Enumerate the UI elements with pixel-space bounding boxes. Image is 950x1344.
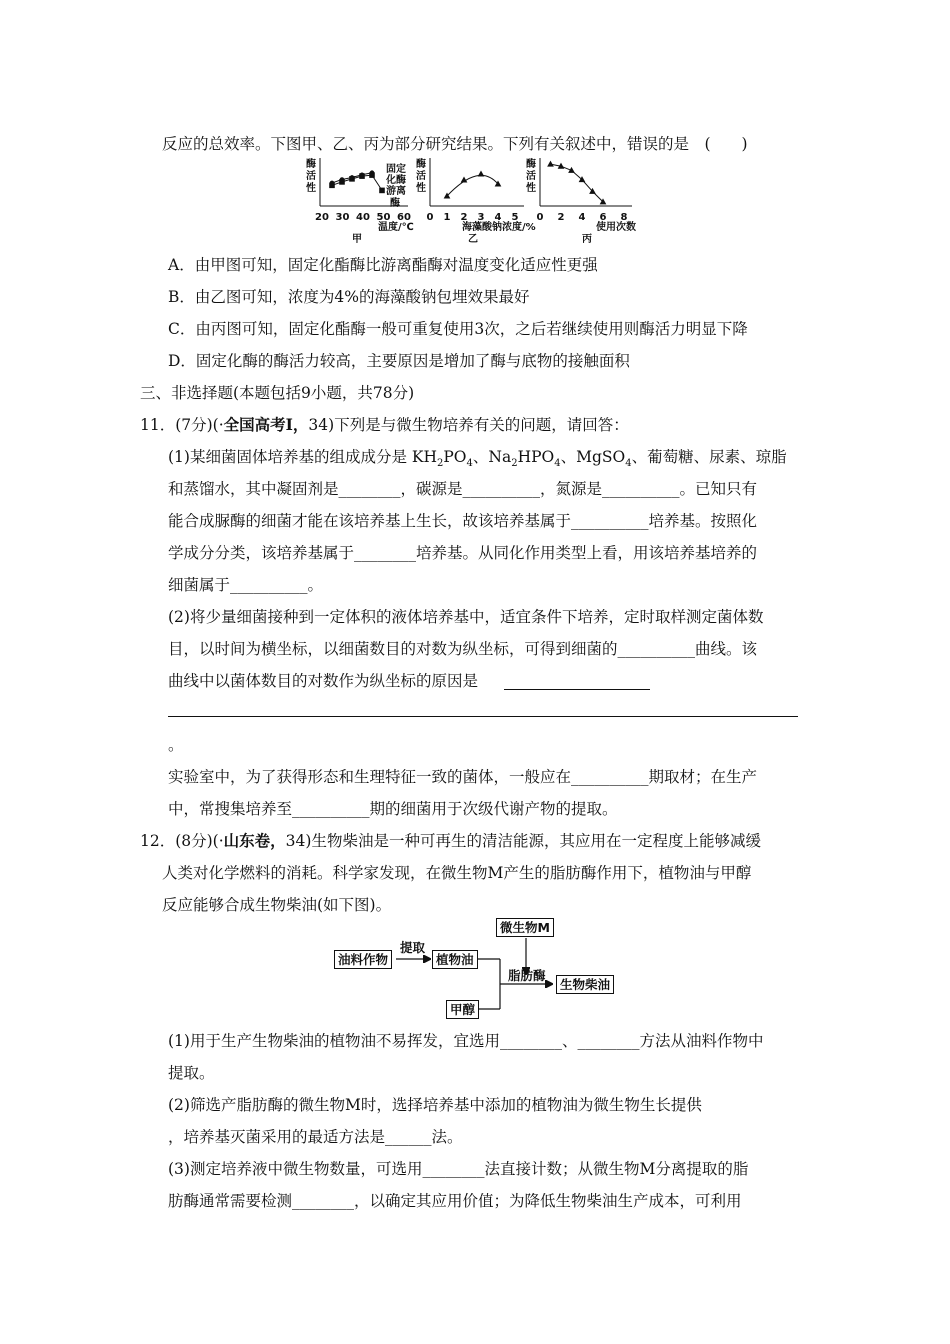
point-free [350,177,355,182]
q11-p1-line3: 能合成脲酶的细菌才能在该培养基上生长，故该培养基属于__________培养基。按照化 [168,512,758,530]
legend-free: 游离 [386,186,406,197]
flow-oil-crop: 油料作物 [334,950,392,969]
x-tick-label: 4 [494,212,502,223]
chart-bing-name: 丙 [582,234,592,245]
q11-p1-line2: 和蒸馏水，其中凝固剂是________，碳源是__________，氮源是__________。已知只有 [168,480,758,498]
x-tick-label: 4 [578,212,586,223]
q12-p1-line1: (1)用于生产生物柴油的植物油不易挥发，宜选用________、________方法从油料作物中 [168,1032,764,1050]
chart-bing [522,156,652,248]
q12-line2: 人类对化学燃料的消耗。科学家发现，在微生物M产生的脂肪酶作用下，植物油与甲醇 [162,864,752,882]
q11-p1-line5: 细菌属于__________。 [168,576,324,594]
chart-yi-xlabel: 海藻酸钠浓度/% [462,222,536,233]
svg-text:活: 活 [416,171,426,182]
q10-lead: 反应的总效率。下图甲、乙、丙为部分研究结果。下列有关叙述中，错误的是 ( ) [162,135,748,153]
chart-yi-name: 乙 [468,234,478,245]
x-tick-label: 0 [426,212,434,223]
svg-text:性: 性 [526,183,536,194]
q12-p3-line2: 肪酶通常需要检测________，以确定其应用价值；为降低生物柴油生产成本，可利用 [168,1192,742,1210]
q12-line3: 反应能够合成生物柴油(如下图)。 [162,896,392,914]
flow-extract-label: 提取 [400,940,426,955]
x-tick-label: 50 [376,212,391,223]
q12-p2-line2: ，培养基灭菌采用的最适方法是______法。 [168,1128,463,1146]
section-3-heading: 三、非选择题(本题包括9小题，共78分) [140,384,415,402]
chart-jia-xlabel: 温度/℃ [378,222,414,233]
x-tick-label: 2 [460,212,468,223]
data-point [569,168,574,173]
svg-text:活: 活 [306,171,316,182]
q11-p2-line5: 实验室中，为了获得形态和生理特征一致的菌体，一般应在__________期取材；在生产 [168,768,758,786]
svg-text:活: 活 [526,171,536,182]
q12-p1-line2: 提取。 [168,1064,215,1082]
flow-lipase-label: 脂肪酶 [508,968,546,983]
svg-text:酶: 酶 [526,159,536,170]
q12-p3-line1: (3)测定培养液中微生物数量，可选用________法直接计数；从微生物M分离提取的脂 [168,1160,749,1178]
q11-answer-blank-short [504,689,650,690]
data-point [462,178,467,183]
svg-text:酶: 酶 [416,159,426,170]
point-free [380,188,385,193]
flow-microbe-m: 微生物M [496,918,554,937]
x-tick-label: 60 [397,212,411,223]
x-tick-label: 0 [536,212,544,223]
x-tick-label: 40 [356,212,370,223]
q11-p2-line3: 曲线中以菌体数目的对数作为纵坐标的原因是 [168,672,479,690]
q11-p1-line1: (1)某细菌固体培养基的组成成分是 $KH_2PO_4$、$Na_2HPO_4$、MgSO$_4$、葡萄糖、尿素、琼脂 [168,448,787,470]
x-tick-label: 30 [335,212,350,223]
q11-heading: 11．(7分)(·全国高考Ⅰ，34)下列是与微生物培养有关的问题，请回答： [140,415,629,434]
point-free [370,173,375,178]
svg-text:化酶: 化酶 [386,175,406,186]
flow-methanol: 甲醇 [446,1000,479,1019]
svg-text:性: 性 [306,183,316,194]
data-point [548,162,553,167]
flow-diagram [330,916,620,1026]
q10-option-d: D．固定化酶的酶活力较高，主要原因是增加了酶与底物的接触面积 [168,352,630,370]
flow-plant-oil: 植物油 [432,950,478,969]
x-tick-label: 1 [443,212,451,223]
q11-p2-end: 。 [168,736,184,754]
x-tick-label: 3 [477,212,485,223]
data-point [479,172,484,177]
q11-p2-line2: 目，以时间为横坐标，以细菌数目的对数为纵坐标，可得到细菌的__________曲线。该 [168,640,758,658]
chart-bing-xlabel: 使用次数 [596,222,636,233]
svg-text:酶: 酶 [390,198,400,209]
chart-jia-ylabel: 酶 [306,159,316,170]
x-tick-label: 5 [511,212,519,223]
legend-immobilized: 固定 [386,164,406,175]
data-point [559,164,564,169]
q10-option-b: B．由乙图可知，浓度为4%的海藻酸钠包埋效果最好 [168,288,530,306]
q11-p2-line1: (2)将少量细菌接种到一定体积的液体培养基中，适宜条件下培养，定时取样测定菌体数 [168,608,764,626]
q12-heading: 12．(8分)(·山东卷，34)生物柴油是一种可再生的清洁能源，其应用在一定程度上能够减缓 [140,831,761,850]
x-tick-label: 8 [620,212,628,223]
q10-option-c: C．由丙图可知，固定化酯酶一般可重复使用3次，之后若继续使用则酶活力明显下降 [168,320,748,338]
chart-jia [300,156,420,248]
chart-jia-name: 甲 [352,234,362,245]
x-tick-label: 6 [599,212,607,223]
q11-p1-line4: 学成分分类，该培养基属于________培养基。从同化作用类型上看，用该培养基培养的 [168,544,758,562]
point-free [360,174,365,179]
x-tick-label: 20 [315,212,329,223]
q11-answer-blank-long [168,716,798,717]
flow-biodiesel: 生物柴油 [556,975,614,994]
series-line [447,175,498,196]
q11-p2-line6: 中，常搜集培养至__________期的细菌用于次级代谢产物的提取。 [168,800,618,818]
series-line [551,164,604,202]
q10-option-a: A．由甲图可知，固定化酯酶比游离酯酶对温度变化适应性更强 [168,256,598,274]
svg-text:性: 性 [416,183,426,194]
x-tick-label: 2 [557,212,565,223]
q12-p2-line1: (2)筛选产脂肪酶的微生物M时，选择培养基中添加的植物油为微生物生长提供 [168,1096,702,1114]
point-free [340,180,345,185]
point-free [330,183,335,188]
